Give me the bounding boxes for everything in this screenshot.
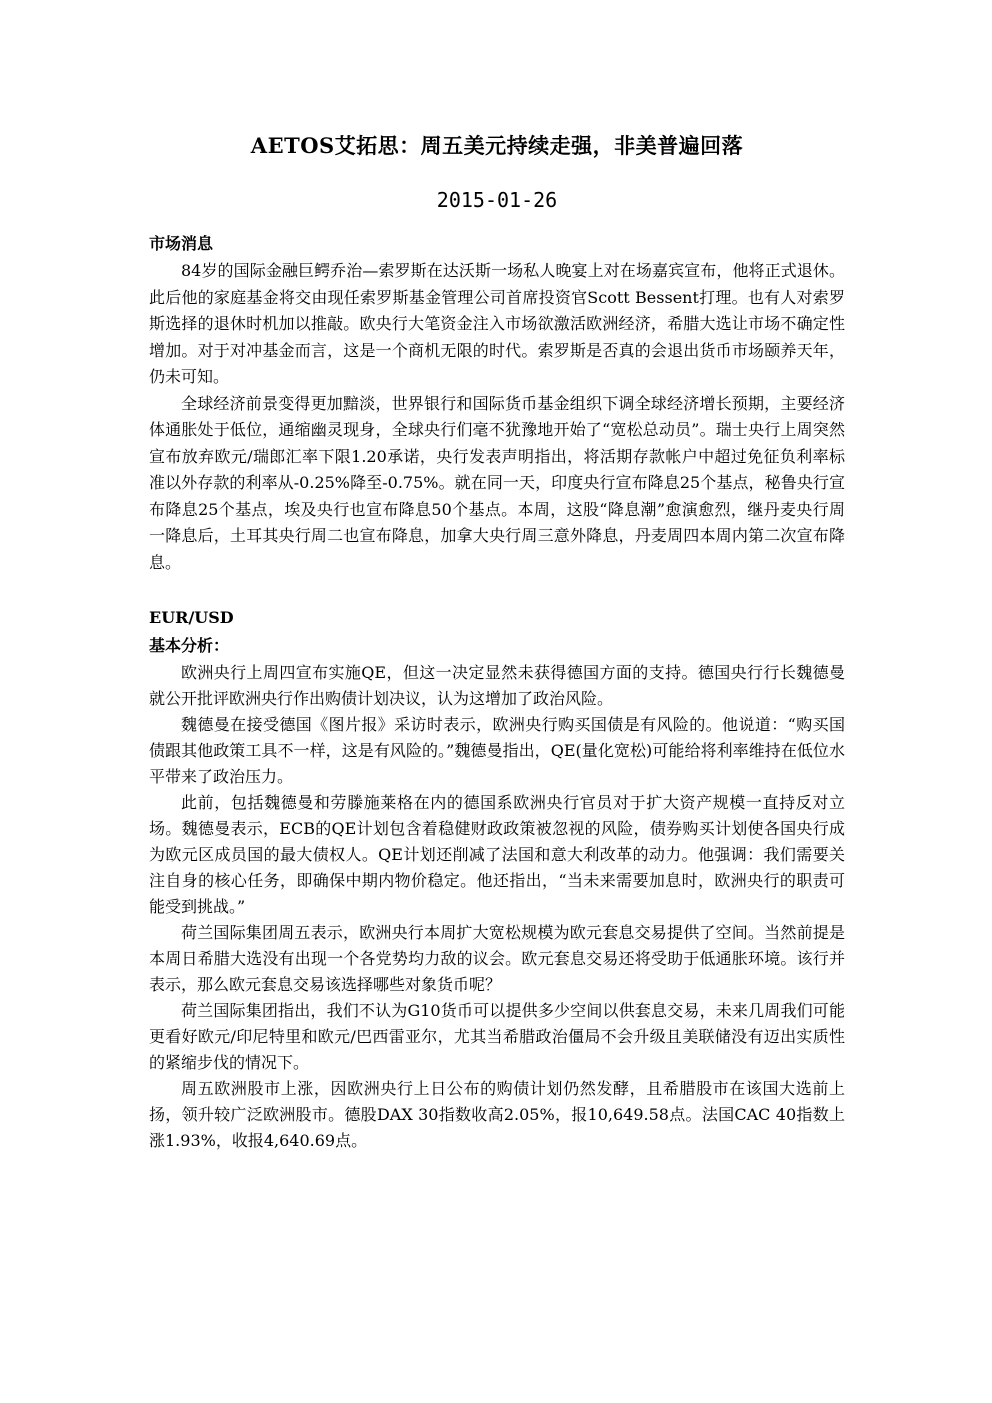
eurusd-paragraph: 欧洲央行上周四宣布实施QE，但这一决定显然未获得德国方面的支持。德国央行行长魏德曼就公开批评欧洲央行作出购债计划决议，认为这增加了政治风险。 [149, 663, 845, 708]
eurusd-paragraph: 魏德曼在接受德国《图片报》采访时表示，欧洲央行购买国债是有风险的。他说道：“购买国债跟其他政策工具不一样，这是有风险的。”魏德曼指出，QE(量化宽松)可能给将利率维持在低位水平带来了政治压力。 [149, 715, 845, 786]
eurusd-paragraph: 此前，包括魏德曼和劳滕施莱格在内的德国系欧洲央行官员对于扩大资产规模一直持反对立场。魏德曼表示，ECB的QE计划包含着稳健财政政策被忽视的风险，债券购买计划使各国央行成为欧元区成员国的最大债权人。QE计划还削减了法国和意大利改革的动力。他强调：我们需要关注自身的核心任务，即确保中期内物价稳定。他还指出，“当未来需要加息时，欧洲央行的职责可能受到挑战。” [149, 793, 845, 916]
market-news-paragraph: 全球经济前景变得更加黯淡，世界银行和国际货币基金组织下调全球经济增长预期，主要经济体通胀处于低位，通缩幽灵现身，全球央行们毫不犹豫地开始了“宽松总动员”。瑞士央行上周突然宣布放弃欧元/瑞郎汇率下限1.20承诺，央行发表声明指出，将活期存款帐户中超过免征负利率标准以外存款的利率从-0.25%降至-0.75%。就在同一天，印度央行宣布降息25个基点，秘鲁央行宣布降息25个基点，埃及央行也宣布降息50个基点。本周，这股“降息潮”愈演愈烈，继丹麦央行周一降息后，土耳其央行周二也宣布降息，加拿大央行周三意外降息，丹麦周四本周内第二次宣布降息。 [149, 393, 845, 572]
eurusd-section [149, 604, 845, 1154]
eurusd-paragraph: 荷兰国际集团周五表示，欧洲央行本周扩大宽松规模为欧元套息交易提供了空间。当然前提是本周日希腊大选没有出现一个各党势均力敌的议会。欧元套息交易还将受助于低通胀环境。该行并表示，那么欧元套息交易该选择哪些对象货币呢？ [149, 923, 845, 994]
document-body [149, 128, 845, 1154]
eurusd-paragraph: 周五欧洲股市上涨，因欧洲央行上日公布的购债计划仍然发酵，且希腊股市在该国大选前上扬，领升较广泛欧洲股市。德股DAX 30指数收高2.05%，报10,649.58点。法国CAC 40指数上涨1.93%，收报4,640.69点。 [149, 1079, 845, 1150]
market-news-paragraph: 84岁的国际金融巨鳄乔治—索罗斯在达沃斯一场私人晚宴上对在场嘉宾宣布，他将正式退休。此后他的家庭基金将交由现任索罗斯基金管理公司首席投资官Scott Bessent打理。也有人对索罗斯选择的退休时机加以推敲。欧央行大笔资金注入市场欲激活欧洲经济，希腊大选让市场不确定性增加。对于对冲基金而言，这是一个商机无限的时代。索罗斯是否真的会退出货币市场颐养天年，仍未可知。 [149, 261, 845, 386]
document-date: 2015-01-26 [436, 188, 558, 212]
eurusd-heading: EUR/USD [149, 608, 234, 627]
fundamental-analysis-heading: 基本分析： [149, 636, 230, 655]
market-news-heading: 市场消息 [149, 234, 214, 253]
eurusd-paragraph: 荷兰国际集团指出，我们不认为G10货币可以提供多少空间以供套息交易，未来几周我们可能更看好欧元/印尼特里和欧元/巴西雷亚尔，尤其当希腊政治僵局不会升级且美联储没有迈出实质性的紧缩步伐的情况下。 [149, 1001, 845, 1072]
document-title: AETOS艾拓思：周五美元持续走强，非美普遍回落 [250, 133, 744, 158]
market-news-section [149, 230, 845, 576]
